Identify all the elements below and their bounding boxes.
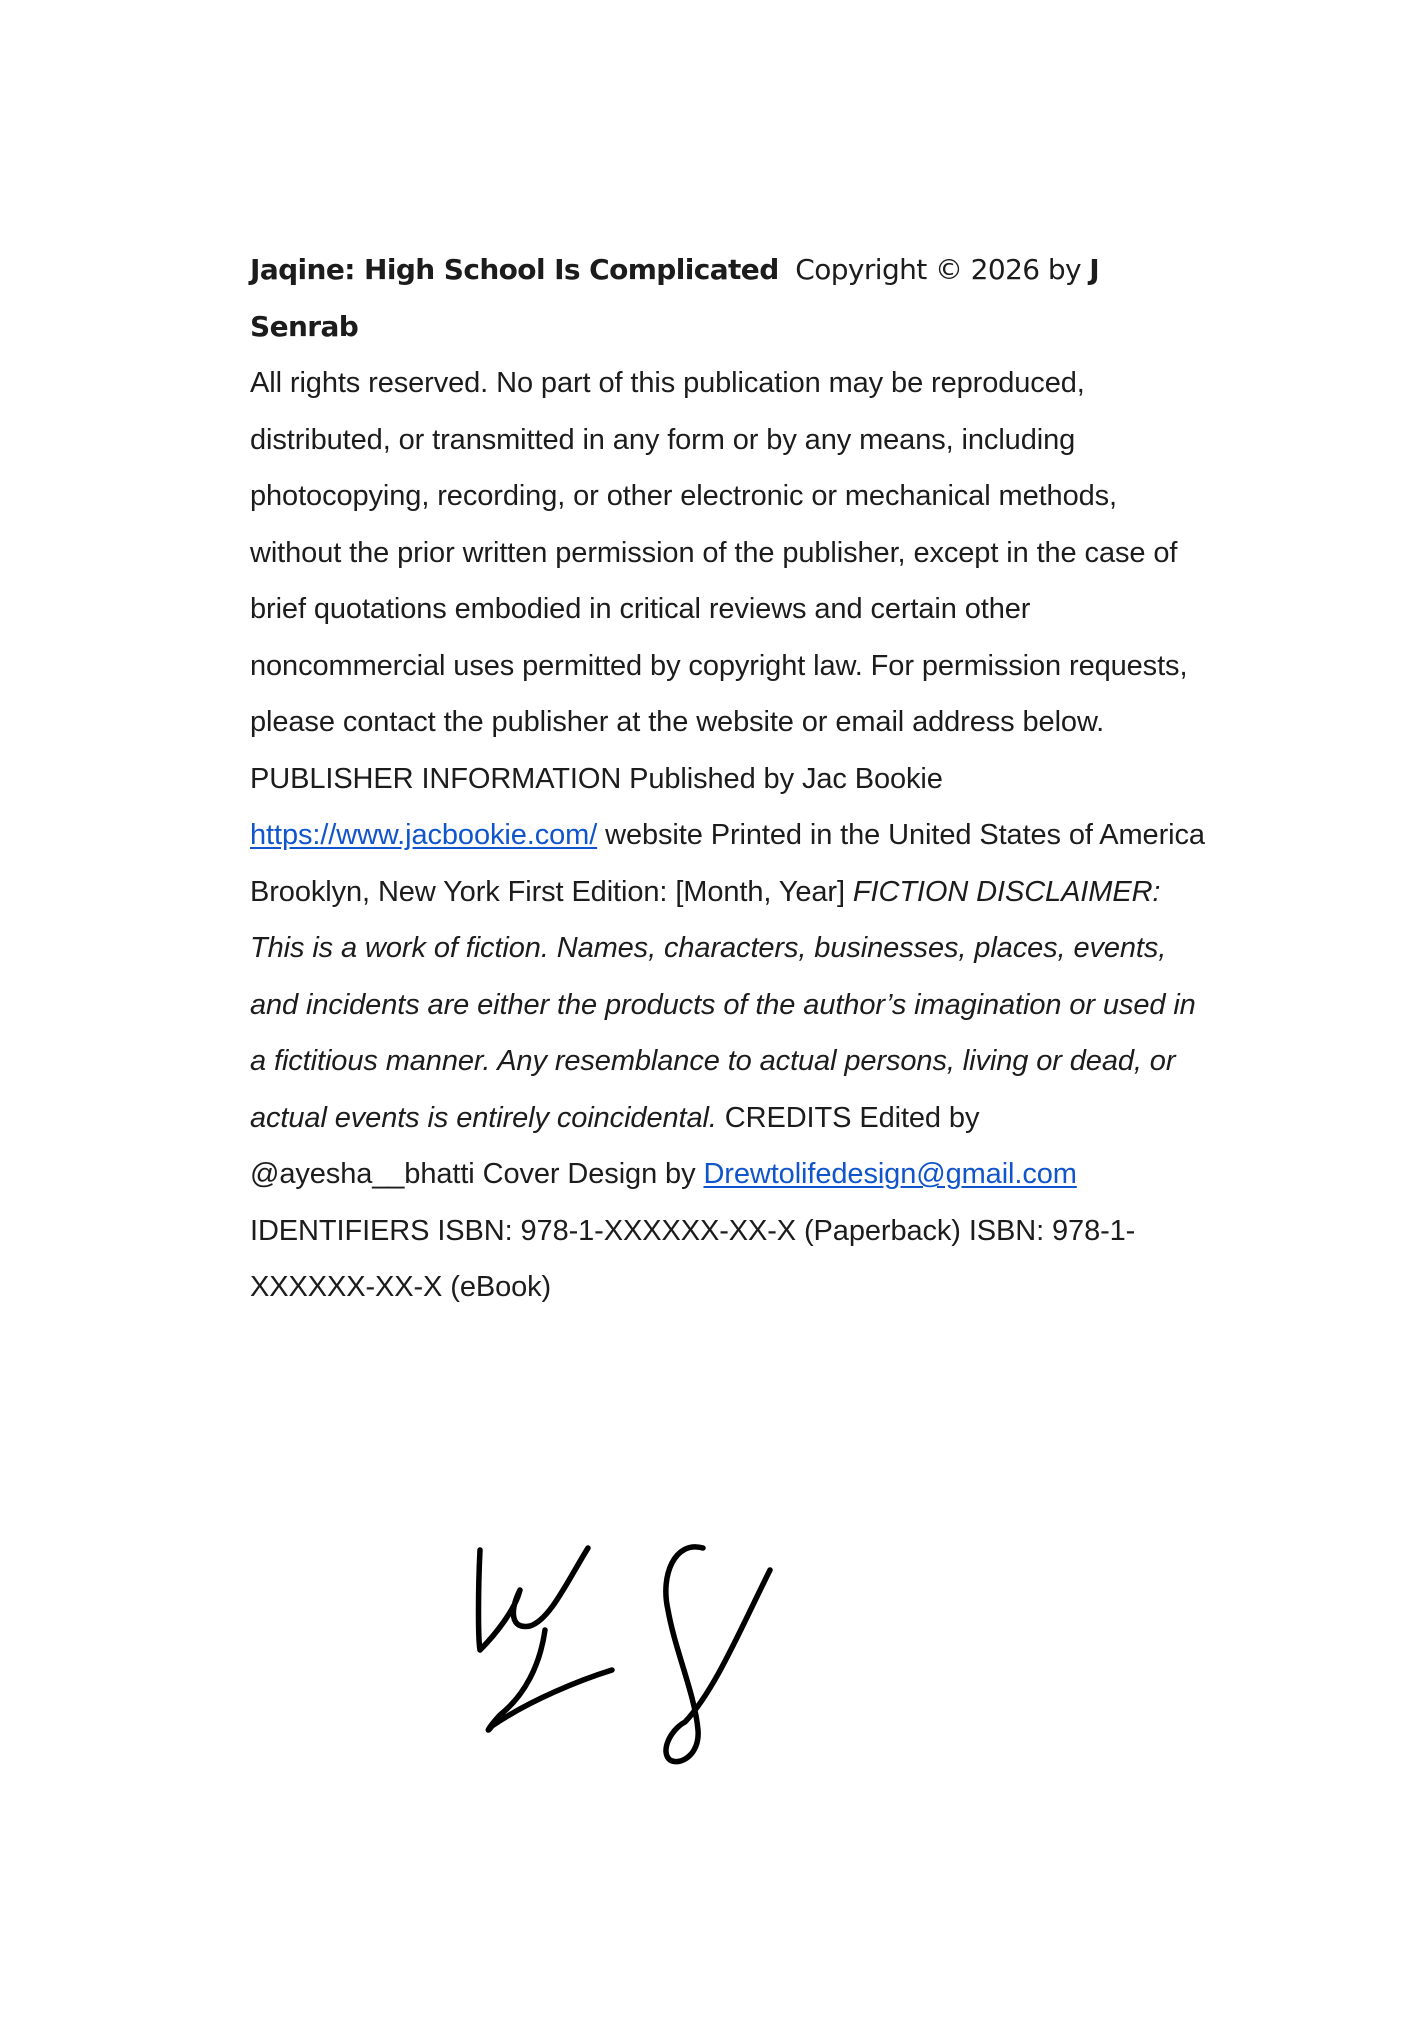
identifiers-text: IDENTIFIERS ISBN: 978-1-XXXXXX-XX-X (Paperback) ISBN: 978-1-XXXXXX-XX-X (eBook) <box>250 1214 1136 1303</box>
publisher-details-text: website Printed in the United States of America Brooklyn, New York First Edition: [Month, Year] <box>250 819 1205 908</box>
book-title: Jaqine: High School Is Complicated <box>250 253 779 286</box>
copyright-notice: Copyright © 2026 by <box>795 253 1081 286</box>
copyright-text-block <box>250 242 1210 1316</box>
author-name: J Senrab <box>250 253 1100 343</box>
cover-design-email-link[interactable]: Drewtolifedesign@gmail.com <box>703 1158 1077 1190</box>
handwritten-signature-icon <box>470 1530 810 1790</box>
credits-text: CREDITS Edited by @ayesha__bhatti Cover Design by <box>250 1101 980 1190</box>
publisher-website-link[interactable]: https://www.jacbookie.com/ <box>250 819 598 851</box>
rights-reserved-text: All rights reserved. No part of this publication may be reproduced, distributed, or transmitted in any form or by any means, including photocopying, recording, or other electronic or mechanical methods, without the prior written permission of the publisher, except in the case of brief quotations embodied in critical reviews and certain other noncommercial uses permitted by copyright law. For permission requests, please contact the publisher at the website or email address below. PUBLISHER INFORMATION Published by Jac Bookie <box>250 367 1188 795</box>
fiction-disclaimer: FICTION DISCLAIMER: This is a work of fiction. Names, characters, businesses, places, events, and incidents are either the products of the author’s imagination or used in a fictitious manner. Any resemblance to actual persons, living or dead, or actual events is entirely coincidental. <box>250 875 1196 1134</box>
title-line <box>250 242 1210 355</box>
